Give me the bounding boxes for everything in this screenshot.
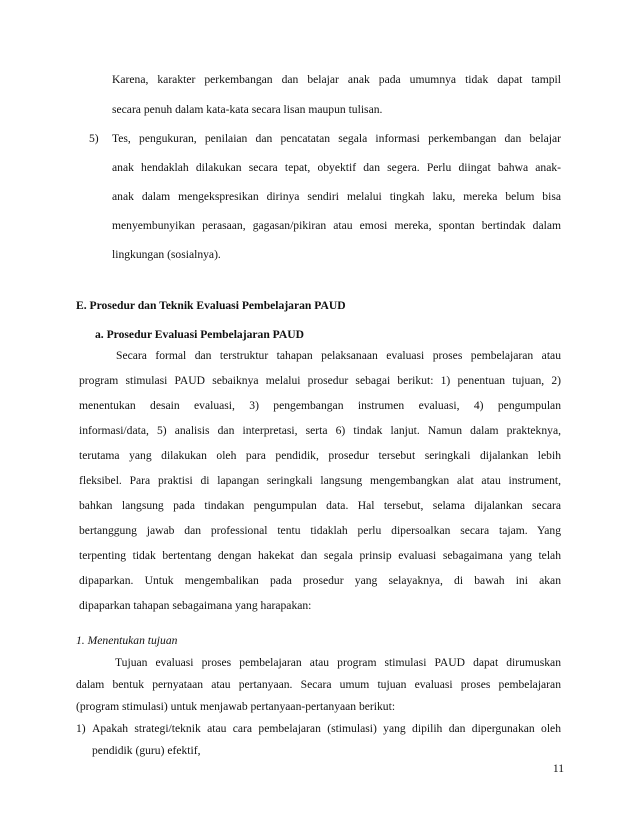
section-e-para-line-11: dipaparkan tahapan sebagaimana yang harapakan: <box>79 599 312 612</box>
section-e-para-line-2: program stimulasi PAUD sebaiknya melalui prosedur sebagai berikut: 1) penentuan tujuan, 2) <box>79 374 561 387</box>
step1-q1-line-1: Apakah strategi/teknik atau cara pembelajaran (stimulasi) yang dipilih dan dipergunakan oleh <box>92 722 561 735</box>
section-e-para-line-8: bertanggung jawab dan professional tentu tidaklah perlu dipersoalkan secara tajam. Yang <box>79 524 561 537</box>
section-e-para-line-4: informasi/data, 5) analisis dan interpretasi, serta 6) tindak lanjut. Namun dalam prakteknya, <box>79 424 561 437</box>
step1-q1-line-2: pendidik (guru) efektif, <box>92 744 201 757</box>
step1-heading: 1. Menentukan tujuan <box>76 634 178 647</box>
section-e-para-line-9: terpenting tidak bertentang dengan hakekat dan segala prinsip evaluasi sebagaimana yang telah <box>79 549 561 562</box>
item5-line-1: Tes, pengukuran, penilaian dan pencatatan segala informasi perkembangan dan belajar <box>112 132 561 145</box>
continued-line-2: secara penuh dalam kata-kata secara lisan maupun tulisan. <box>112 103 383 116</box>
page-number: 11 <box>552 762 564 775</box>
list-marker-5: 5) <box>89 132 99 145</box>
section-e-para-line-7: bahkan langsung pada tindakan pengumpulan data. Hal tersebut, selama dijalankan secara <box>79 499 561 512</box>
step1-para-line-1: Tujuan evaluasi proses pembelajaran atau program stimulasi PAUD dapat dirumuskan <box>115 656 561 669</box>
subsection-a-heading: a. Prosedur Evaluasi Pembelajaran PAUD <box>95 328 305 341</box>
section-e-para-line-1: Secara formal dan terstruktur tahapan pelaksanaan evaluasi proses pembelajaran atau <box>116 349 561 362</box>
item5-line-3: anak dalam mengekspresikan dirinya sendiri melalui tingkah laku, mereka belum bisa <box>112 190 561 203</box>
section-e-heading: E. Prosedur dan Teknik Evaluasi Pembelajaran PAUD <box>76 299 346 312</box>
item5-line-4: menyembunyikan perasaan, gagasan/pikiran atau emosi mereka, spontan bertindak dalam <box>112 219 561 232</box>
continued-line-1: Karena, karakter perkembangan dan belajar anak pada umumnya tidak dapat tampil <box>112 73 561 86</box>
item5-line-2: anak hendaklah dilakukan secara tepat, obyektif dan segera. Perlu diingat bahwa anak- <box>112 161 561 174</box>
section-e-para-line-10: dipaparkan. Untuk mengembalikan pada prosedur yang selayaknya, di bawah ini akan <box>79 574 561 587</box>
section-e-para-line-3: menentukan desain evaluasi, 3) pengembangan instrumen evaluasi, 4) pengumpulan <box>79 399 561 412</box>
section-e-para-line-6: fleksibel. Para praktisi di lapangan seringkali langsung mengembangkan alat atau instrument, <box>79 474 561 487</box>
step1-para-line-2: dalam bentuk pernyataan atau pertanyaan. Secara umum tujuan evaluasi proses pembelajaran <box>76 678 561 691</box>
list-marker-1: 1) <box>76 722 86 735</box>
item5-line-5: lingkungan (sosialnya). <box>112 248 221 261</box>
section-e-para-line-5: terutama yang dilakukan oleh para pendidik, prosedur tersebut seringkali dijalankan lebih <box>79 449 561 462</box>
step1-para-line-3: (program stimulasi) untuk menjawab pertanyaan-pertanyaan berikut: <box>76 700 396 713</box>
